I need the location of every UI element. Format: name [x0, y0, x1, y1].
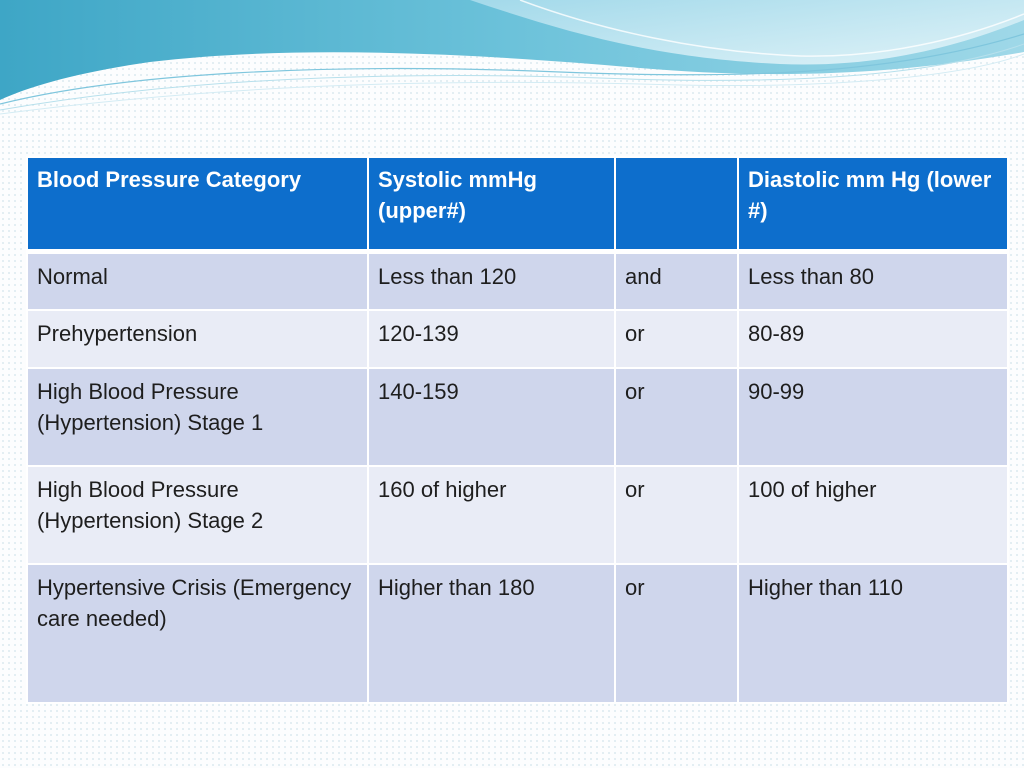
cell-category: Normal [27, 252, 368, 311]
table-row [27, 252, 1008, 311]
table-header-row [27, 157, 1008, 252]
cell-diastolic: Less than 80 [738, 252, 1008, 311]
blood-pressure-table [26, 156, 1009, 704]
header-diastolic: Diastolic mm Hg (lower #) [738, 157, 1008, 252]
cell-diastolic: 100 of higher [738, 466, 1008, 564]
cell-diastolic: Higher than 110 [738, 564, 1008, 703]
wave-banner-decoration [0, 0, 1024, 125]
cell-category: Prehypertension [27, 310, 368, 368]
table-row [27, 310, 1008, 368]
cell-systolic: Less than 120 [368, 252, 615, 311]
header-category: Blood Pressure Category [27, 157, 368, 252]
table-row [27, 368, 1008, 466]
cell-diastolic: 90-99 [738, 368, 1008, 466]
table-row [27, 564, 1008, 703]
cell-connector: and [615, 252, 738, 311]
cell-connector: or [615, 466, 738, 564]
cell-systolic: 120-139 [368, 310, 615, 368]
cell-systolic: 140-159 [368, 368, 615, 466]
cell-diastolic: 80-89 [738, 310, 1008, 368]
table-row [27, 466, 1008, 564]
cell-connector: or [615, 564, 738, 703]
cell-category: Hypertensive Crisis (Emergency care needed) [27, 564, 368, 703]
cell-systolic: 160 of higher [368, 466, 615, 564]
cell-category: High Blood Pressure (Hypertension) Stage 2 [27, 466, 368, 564]
cell-systolic: Higher than 180 [368, 564, 615, 703]
header-connector [615, 157, 738, 252]
header-systolic: Systolic mmHg (upper#) [368, 157, 615, 252]
cell-connector: or [615, 310, 738, 368]
cell-connector: or [615, 368, 738, 466]
cell-category: High Blood Pressure (Hypertension) Stage 1 [27, 368, 368, 466]
